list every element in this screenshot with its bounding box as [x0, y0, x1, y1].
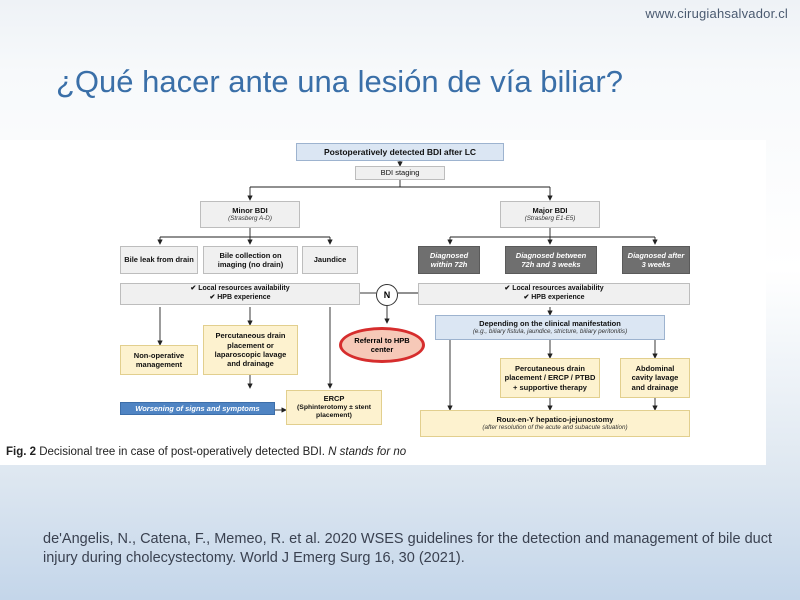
citation-text: de'Angelis, N., Catena, F., Memeo, R. et al. 2020 WSES guidelines for the detection and management of bile duct injury during cholecystectomy. World J Emerg Surg 16, 30 (2021). [43, 531, 772, 567]
resources-left-node: ✔ Local resources availability ✔ HPB experience [120, 283, 360, 305]
root-node: Postoperatively detected BDI after LC [296, 143, 504, 161]
non-operative-node: Non-operative management [120, 345, 198, 375]
ercp-label: ERCP [323, 394, 345, 404]
roux-label: Roux-en-Y hepatico-jejunostomy [496, 414, 614, 424]
percutaneous-major-node: Percutaneous drain placement / ERCP / PTBD + supportive therapy [500, 358, 600, 398]
figure-caption [6, 446, 406, 458]
depending-node [435, 315, 665, 340]
minor-bdi-label: Minor BDI [232, 205, 268, 215]
resources-left-item: HPB experience [217, 294, 271, 301]
major-bdi-node [500, 201, 600, 228]
bdi-staging-node: BDI staging [355, 166, 445, 180]
bile-collection-node: Bile collection on imaging (no drain) [203, 246, 298, 274]
depending-label: Depending on the clinical manifestation [479, 318, 621, 328]
diagnosed-72h-node: Diagnosed within 72h [418, 246, 480, 274]
worsening-node: Worsening of signs and symptoms [120, 402, 275, 415]
resources-right-node: ✔ Local resources availability ✔ HPB experience [418, 283, 690, 305]
roux-en-y-node [420, 410, 690, 437]
diagnosed-after-3w-node: Diagnosed after 3 weeks [622, 246, 690, 274]
bile-leak-node: Bile leak from drain [120, 246, 198, 274]
caption-text: Decisional tree in case of post-operatively detected BDI. [36, 446, 329, 458]
depending-sub: (e.g., biliary fistula, jaundice, stricture, biliary peritonitis) [472, 328, 628, 336]
n-node: N [376, 284, 398, 306]
minor-bdi-node [200, 201, 300, 228]
resources-right-title: Local resources availability [512, 285, 604, 293]
ercp-sub: (Sphinterotomy ± stent placement) [297, 403, 371, 420]
diagnosed-72h-3w-node: Diagnosed between 72h and 3 weeks [505, 246, 597, 274]
slide-title: ¿Qué hacer ante una lesión de vía biliar? [56, 64, 623, 99]
minor-bdi-sub: (Strasberg A-D) [228, 215, 272, 223]
caption-note: N stands for no [328, 446, 407, 458]
site-url[interactable]: www.cirugiahsalvador.cl [645, 6, 788, 21]
ercp-node [286, 390, 382, 425]
roux-sub: (after resolution of the acute and subacute situation) [482, 424, 628, 432]
percutaneous-minor-node: Percutaneous drain placement or laparoscopic lavage and drainage [203, 325, 298, 375]
abdominal-lavage-node: Abdominal cavity lavage and drainage [620, 358, 690, 398]
resources-right-item: HPB experience [531, 294, 585, 301]
caption-fig-label: Fig. 2 [6, 446, 37, 458]
jaundice-node: Jaundice [302, 246, 358, 274]
resources-left-title: Local resources availability [198, 285, 290, 293]
major-bdi-label: Major BDI [532, 205, 568, 215]
referral-hpb-node: Referral to HPB center [339, 327, 425, 363]
major-bdi-sub: (Strasberg E1-E5) [524, 215, 576, 223]
